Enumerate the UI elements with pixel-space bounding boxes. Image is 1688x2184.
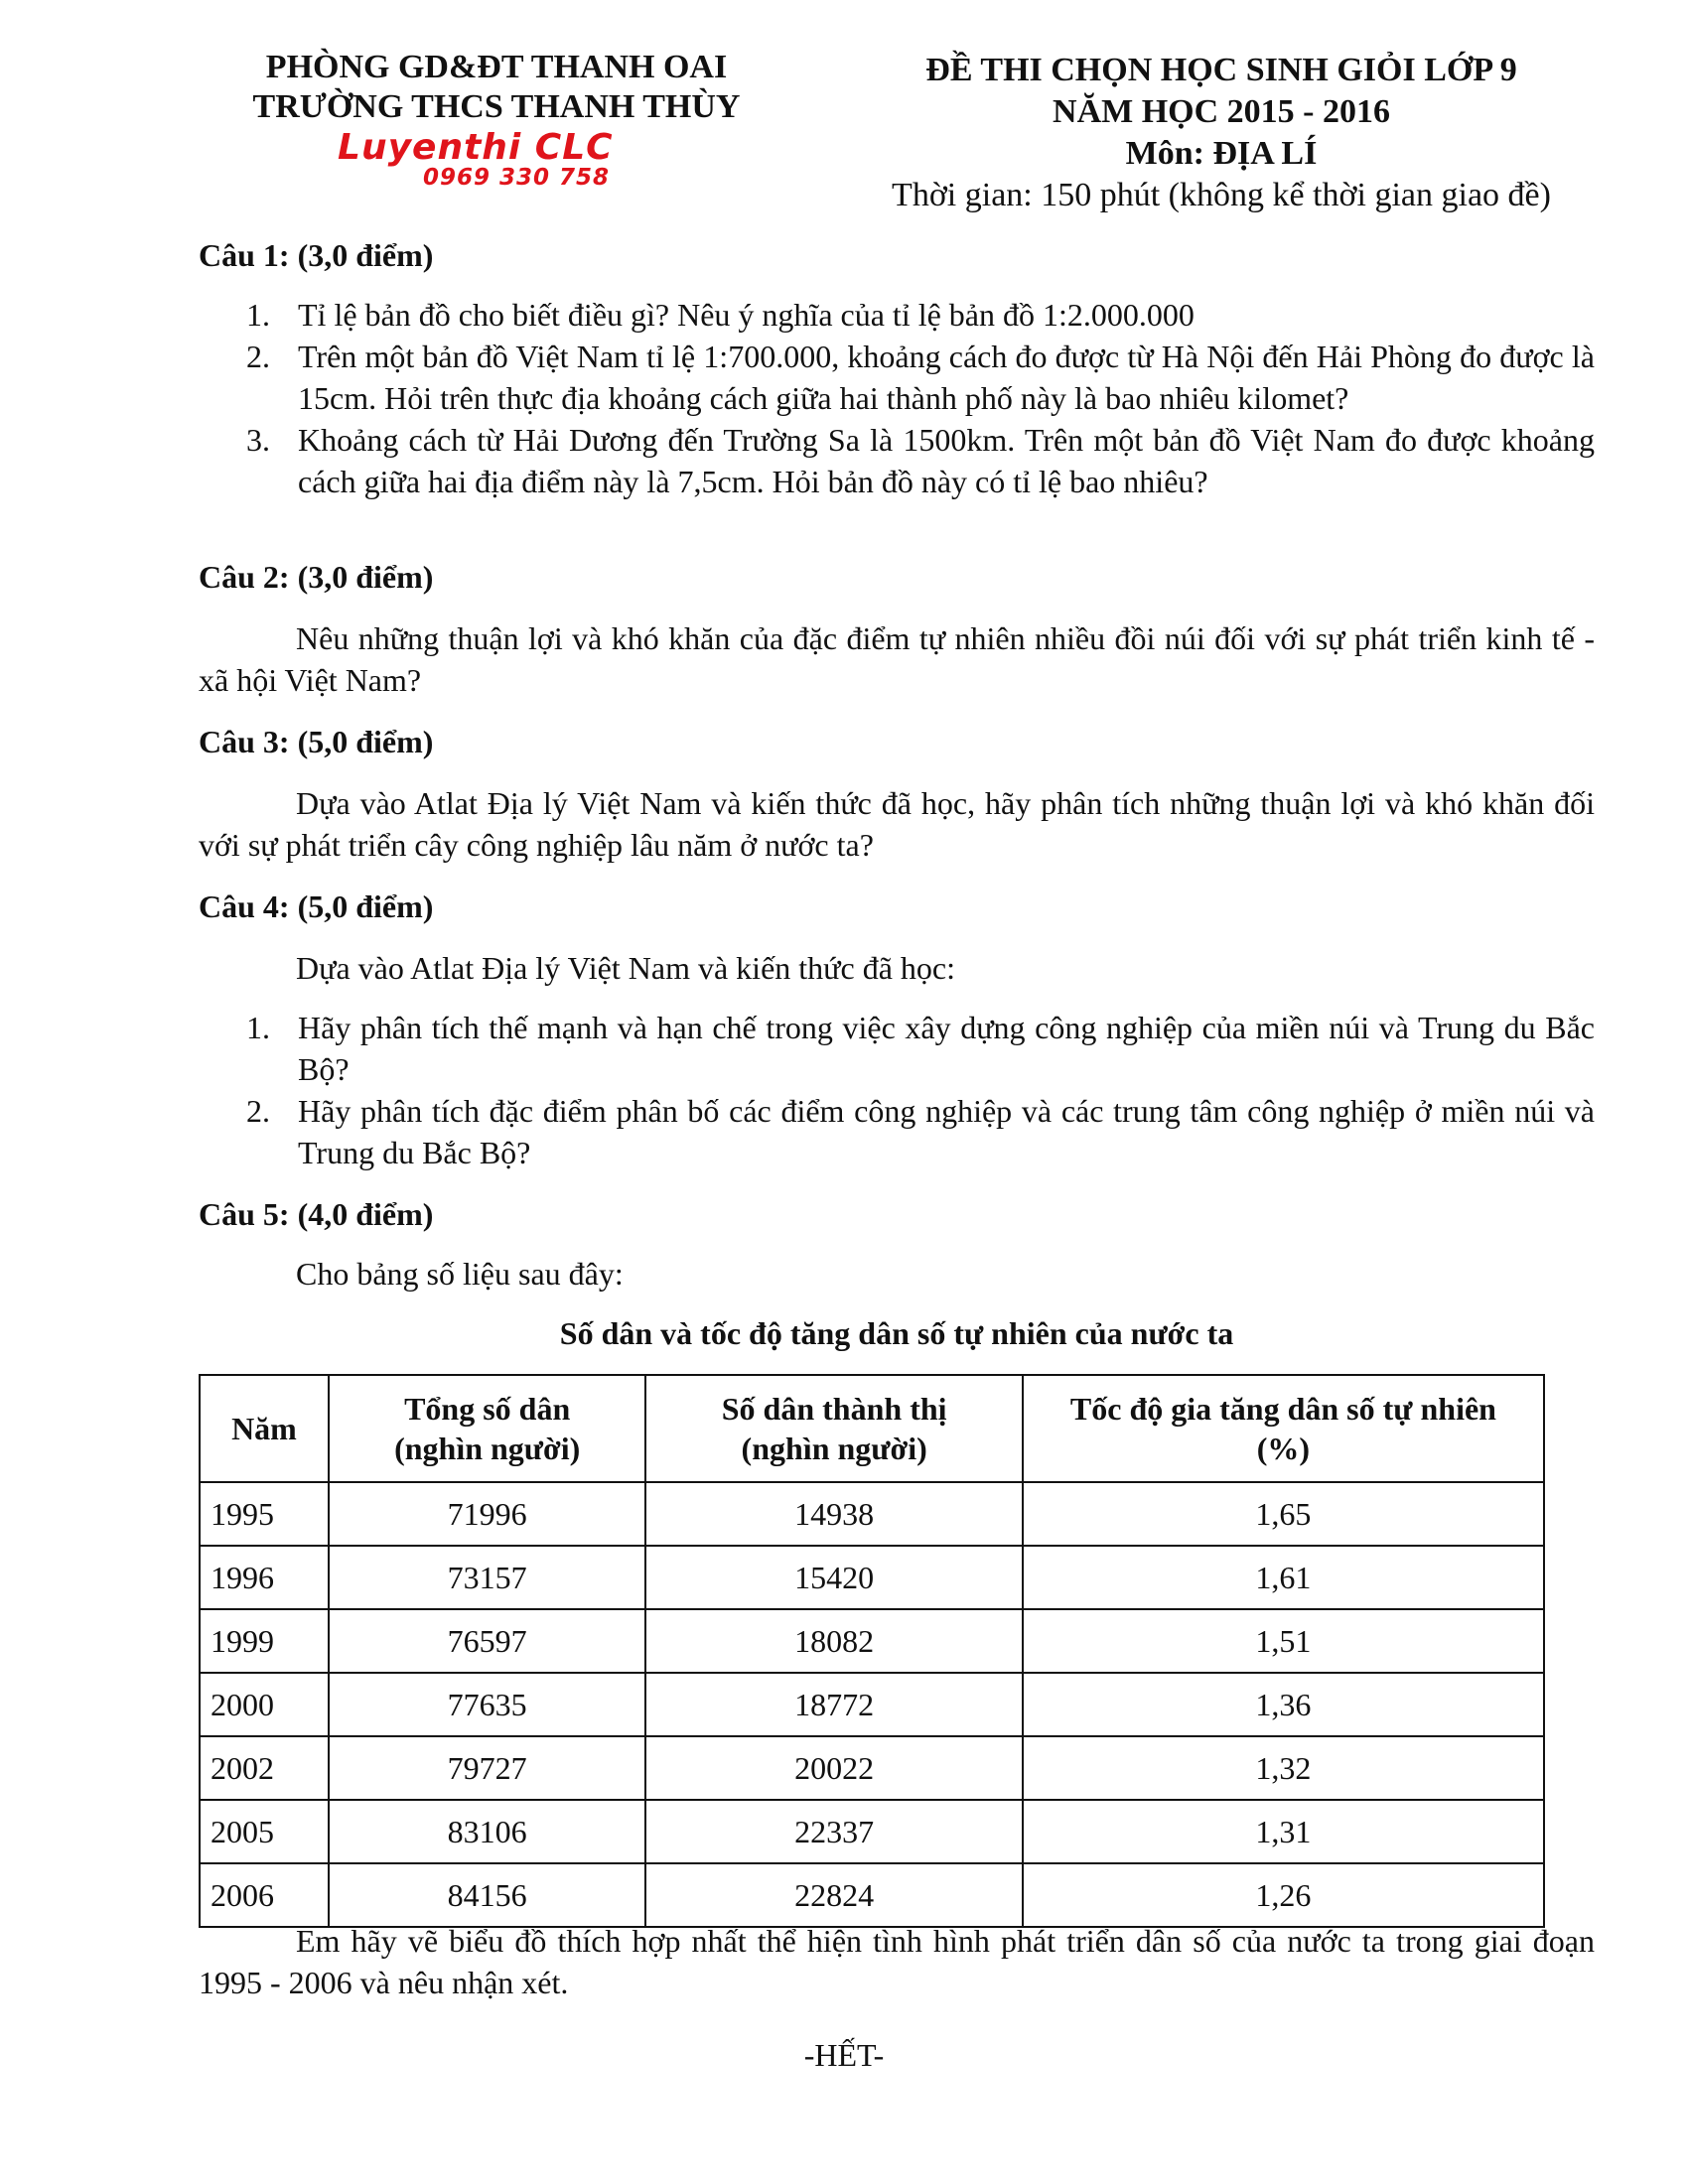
exam-title: ĐỀ THI CHỌN HỌC SINH GIỎI LỚP 9 (925, 52, 1517, 88)
question-4-title: Câu 4: (5,0 điểm) (199, 888, 434, 924)
cell-urban: 18772 (645, 1673, 1022, 1736)
item-number: 1. (246, 297, 270, 333)
item-number: 3. (246, 422, 270, 458)
question-1-list (246, 294, 1595, 502)
cell-year: 2006 (200, 1863, 329, 1927)
question-3-title: Câu 3: (5,0 điểm) (199, 724, 434, 759)
question-1-title: Câu 1: (3,0 điểm) (199, 237, 434, 273)
list-item (246, 294, 1595, 336)
cell-year: 2005 (200, 1800, 329, 1863)
item-text: Hãy phân tích thế mạnh và hạn chế trong việc xây dựng công nghiệp của miền núi và Trung du Bắc Bộ? (298, 1010, 1595, 1087)
stamp-brand: Luyenthi CLC (338, 127, 614, 168)
cell-urban: 20022 (645, 1736, 1022, 1800)
question-5-intro: Cho bảng số liệu sau đây: (296, 1256, 624, 1292)
department-name: PHÒNG GD&ĐT THANH OAI (265, 49, 728, 85)
table-row (200, 1482, 1544, 1546)
table-header-row (200, 1375, 1544, 1482)
cell-year: 2002 (200, 1736, 329, 1800)
item-number: 2. (246, 1093, 270, 1129)
header-year: Năm (200, 1375, 329, 1482)
cell-urban: 22824 (645, 1863, 1022, 1927)
item-text: Trên một bản đồ Việt Nam tỉ lệ 1:700.000, khoảng cách đo được từ Hà Nội đến Hải Phòng đo được là 15cm. Hỏi trên thực địa khoảng cách giữa hai thành phố này là bao nhiêu kilomet? (298, 339, 1595, 416)
cell-year: 1996 (200, 1546, 329, 1609)
item-text: Hãy phân tích đặc điểm phân bố các điểm công nghiệp và các trung tâm công nghiệp ở miền núi và Trung du Bắc Bộ? (298, 1093, 1595, 1170)
exam-duration: Thời gian: 150 phút (không kể thời gian giao đề) (892, 177, 1551, 213)
cell-total: 83106 (329, 1800, 646, 1863)
cell-rate: 1,32 (1023, 1736, 1544, 1800)
cell-urban: 22337 (645, 1800, 1022, 1863)
list-item (246, 1007, 1595, 1090)
cell-total: 71996 (329, 1482, 646, 1546)
header-growth-rate: Tốc độ gia tăng dân số tự nhiên (%) (1023, 1375, 1544, 1482)
list-item (246, 419, 1595, 502)
school-header (199, 48, 794, 127)
cell-urban: 18082 (645, 1609, 1022, 1673)
cell-rate: 1,61 (1023, 1546, 1544, 1609)
school-year: NĂM HỌC 2015 - 2016 (1053, 93, 1390, 130)
subject: Môn: ĐỊA LÍ (1125, 135, 1318, 172)
cell-urban: 14938 (645, 1482, 1022, 1546)
header-urban-population: Số dân thành thị (nghìn người) (645, 1375, 1022, 1482)
question-4-list (246, 1007, 1595, 1173)
cell-rate: 1,65 (1023, 1482, 1544, 1546)
cell-rate: 1,26 (1023, 1863, 1544, 1927)
cell-total: 76597 (329, 1609, 646, 1673)
item-number: 2. (246, 339, 270, 374)
end-marker: -HẾT- (803, 2037, 885, 2073)
cell-urban: 15420 (645, 1546, 1022, 1609)
table-row (200, 1546, 1544, 1609)
cell-total: 77635 (329, 1673, 646, 1736)
cell-rate: 1,51 (1023, 1609, 1544, 1673)
question-4-intro: Dựa vào Atlat Địa lý Việt Nam và kiến thức đã học: (296, 950, 955, 986)
question-3-text: Dựa vào Atlat Địa lý Việt Nam và kiến thức đã học, hãy phân tích những thuận lợi và khó khăn đối với sự phát triển cây công nghiệp lâu năm ở nước ta? (199, 785, 1595, 863)
table-row (200, 1609, 1544, 1673)
cell-year: 1999 (200, 1609, 329, 1673)
item-number: 1. (246, 1010, 270, 1045)
cell-total: 84156 (329, 1863, 646, 1927)
watermark-stamp (338, 127, 655, 193)
header-total-population: Tổng số dân (nghìn người) (329, 1375, 646, 1482)
cell-total: 79727 (329, 1736, 646, 1800)
stamp-phone: 0969 330 758 (423, 165, 611, 191)
question-2-text: Nêu những thuận lợi và khó khăn của đặc điểm tự nhiên nhiều đồi núi đối với sự phát triển kinh tế - xã hội Việt Nam? (199, 620, 1595, 698)
table-row (200, 1863, 1544, 1927)
population-table (199, 1374, 1545, 1928)
item-text: Tỉ lệ bản đồ cho biết điều gì? Nêu ý nghĩa của tỉ lệ bản đồ 1:2.000.000 (298, 297, 1195, 333)
cell-rate: 1,31 (1023, 1800, 1544, 1863)
question-5-task: Em hãy vẽ biểu đồ thích hợp nhất thể hiện tình hình phát triển dân số của nước ta trong giai đoạn 1995 - 2006 và nêu nhận xét. (199, 1923, 1595, 2000)
cell-year: 2000 (200, 1673, 329, 1736)
table-row (200, 1673, 1544, 1736)
question-5-title: Câu 5: (4,0 điểm) (199, 1196, 434, 1232)
list-item (246, 1090, 1595, 1173)
exam-header (834, 50, 1609, 216)
cell-total: 73157 (329, 1546, 646, 1609)
table-caption: Số dân và tốc độ tăng dân số tự nhiên của nước ta (559, 1315, 1234, 1351)
cell-year: 1995 (200, 1482, 329, 1546)
question-2-title: Câu 2: (3,0 điểm) (199, 559, 434, 595)
table-row (200, 1736, 1544, 1800)
item-text: Khoảng cách từ Hải Dương đến Trường Sa là 1500km. Trên một bản đồ Việt Nam đo được khoảng cách giữa hai địa điểm này là 7,5cm. Hỏi bản đồ này có tỉ lệ bao nhiêu? (298, 422, 1595, 499)
table-row (200, 1800, 1544, 1863)
school-name: TRƯỜNG THCS THANH THÙY (252, 88, 741, 125)
list-item (246, 336, 1595, 419)
cell-rate: 1,36 (1023, 1673, 1544, 1736)
